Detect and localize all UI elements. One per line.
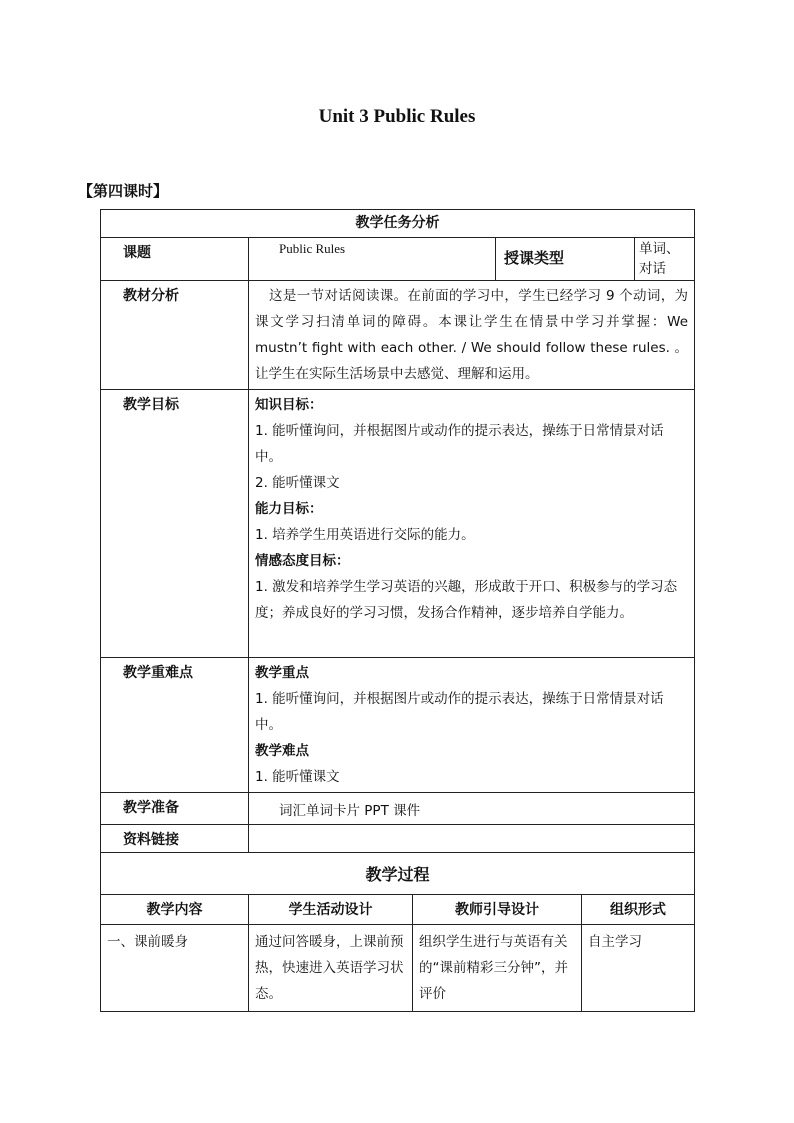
row-content: 一、课前暖身 <box>101 925 249 1012</box>
prep-label: 教学准备 <box>101 793 249 825</box>
prep-value: 词汇单词卡片 PPT 课件 <box>249 793 695 825</box>
topic-label: 课题 <box>101 238 249 281</box>
col-header-content: 教学内容 <box>101 895 249 925</box>
col-header-student: 学生活动设计 <box>249 895 413 925</box>
emotion-title: 情感态度目标： <box>255 553 350 569</box>
ability-item: 1. 培养学生用英语进行交际的能力。 <box>255 527 475 543</box>
knowledge-item: 2. 能听懂课文 <box>255 475 340 491</box>
difficulty-item: 1. 能听懂课文 <box>255 769 340 785</box>
material-label: 教材分析 <box>101 281 249 390</box>
key-cell <box>249 658 695 793</box>
focus-title: 教学重点 <box>255 665 309 681</box>
col-header-form: 组织形式 <box>582 895 695 925</box>
table-row <box>101 925 695 1012</box>
row-form: 自主学习 <box>582 925 695 1012</box>
knowledge-item: 1. 能听懂询问，并根据图片或动作的提示表达，操练于日常情景对话中。 <box>255 423 664 465</box>
knowledge-title: 知识目标： <box>255 397 323 413</box>
row-student: 通过问答暖身，上课前预热，快速进入英语学习状态。 <box>249 925 413 1012</box>
goals-cell <box>249 390 695 658</box>
key-label: 教学重难点 <box>101 658 249 793</box>
lesson-label: 【第四课时】 <box>78 182 169 200</box>
row-teacher: 组织学生进行与英语有关的“课前精彩三分钟”，并评价 <box>413 925 582 1012</box>
col-header-teacher: 教师引导设计 <box>413 895 582 925</box>
resource-label: 资料链接 <box>101 825 249 853</box>
analysis-heading: 教学任务分析 <box>101 210 695 238</box>
page-title: Unit 3 Public Rules <box>318 106 476 127</box>
material-text: 这是一节对话阅读课。在前面的学习中，学生已经学习 9 个动词，为课文学习扫清单词的障碍。本课让学生在情景中学习并掌握：We mustn’t fight with each other. / We should follow these rules. 。 让学生在实际生活场景中去感觉、理解和运用。 <box>249 281 695 390</box>
lesson-plan-table <box>100 209 695 1012</box>
topic-value: Public Rules <box>249 238 496 281</box>
emotion-item: 1. 激发和培养学生学习英语的兴趣，形成敢于开口、积极参与的学习态度；养成良好的学习习惯，发扬合作精神，逐步培养自学能力。 <box>255 579 678 621</box>
type-value: 单词、对话 <box>635 238 695 281</box>
goals-label: 教学目标 <box>101 390 249 658</box>
ability-title: 能力目标： <box>255 501 323 517</box>
resource-value <box>249 825 695 853</box>
difficulty-title: 教学难点 <box>255 743 309 759</box>
focus-item: 1. 能听懂询问，并根据图片或动作的提示表达，操练于日常情景对话中。 <box>255 691 664 733</box>
type-label: 授课类型 <box>496 238 635 281</box>
process-heading: 教学过程 <box>101 853 695 895</box>
